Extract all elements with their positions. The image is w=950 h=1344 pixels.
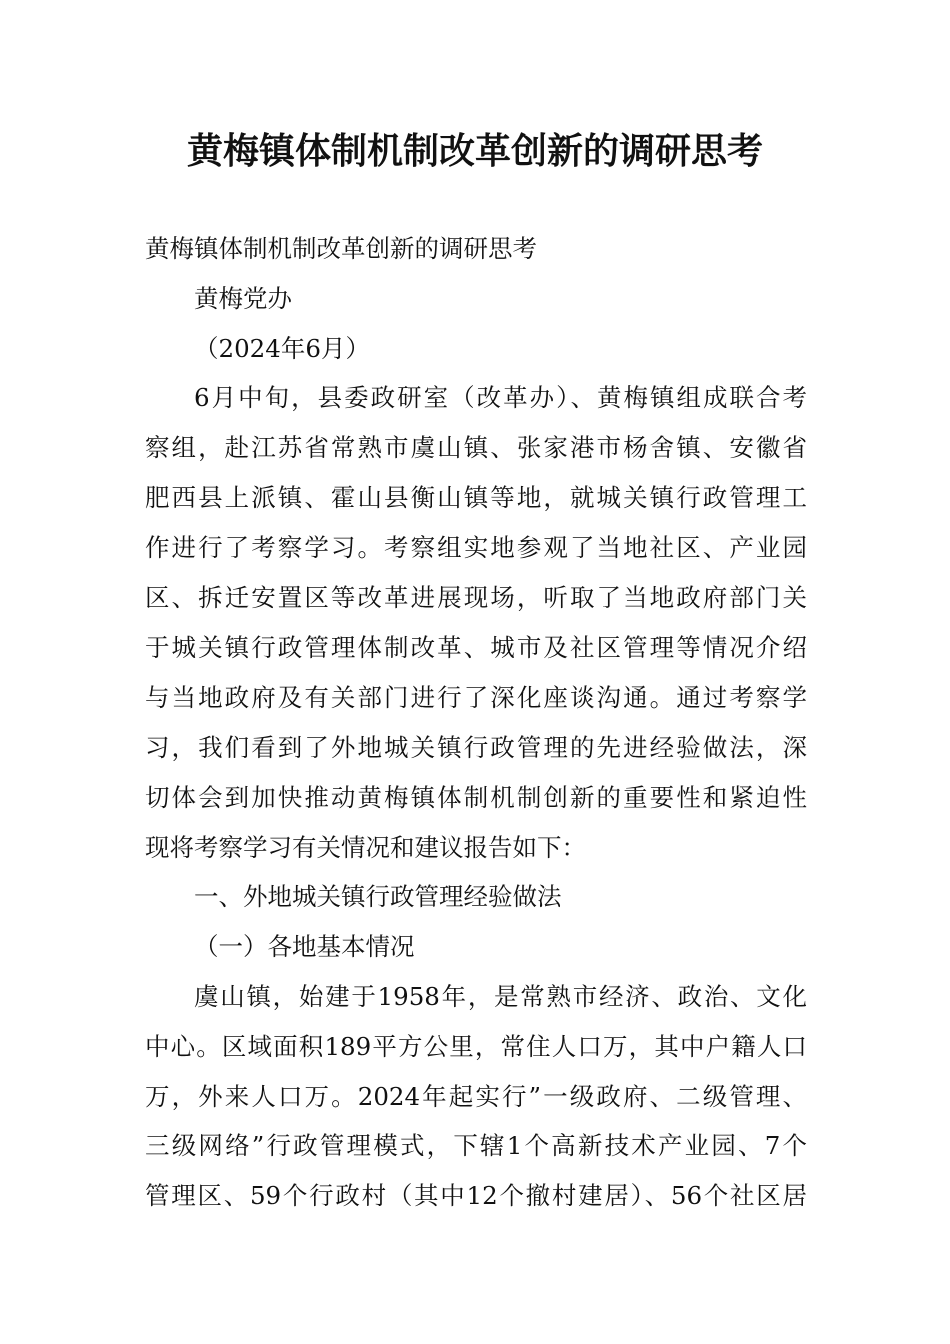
paragraph-line: 与当地政府及有关部门进行了深化座谈沟通。通过考察学 xyxy=(145,683,807,712)
date-line: （2024年6月） xyxy=(194,334,370,363)
paragraph-line: 管理区、59个行政村（其中12个撤村建居）、56个社区居 xyxy=(145,1181,807,1210)
paragraph-line: 虞山镇，始建于1958年，是常熟市经济、政治、文化 xyxy=(194,982,807,1011)
paragraph-line: 作进行了考察学习。考察组实地参观了当地社区、产业园 xyxy=(145,533,807,562)
document-title: 黄梅镇体制机制改革创新的调研思考 xyxy=(186,131,763,172)
paragraph-line: 切体会到加快推动黄梅镇体制机制创新的重要性和紧迫性 xyxy=(145,783,807,812)
paragraph-line: 现将考察学习有关情况和建议报告如下： xyxy=(145,833,586,862)
author-line: 黄梅党办 xyxy=(194,284,292,313)
paragraph-line: 中心。区域面积189平方公里，常住人口万，其中户籍人口 xyxy=(145,1032,807,1061)
section-heading: 一、外地城关镇行政管理经验做法 xyxy=(194,882,562,911)
paragraph-line: 区、拆迁安置区等改革进展现场，听取了当地政府部门关 xyxy=(145,583,807,612)
subtitle-line: 黄梅镇体制机制改革创新的调研思考 xyxy=(145,234,537,263)
paragraph-line: 肥西县上派镇、霍山县衡山镇等地，就城关镇行政管理工 xyxy=(145,483,807,512)
paragraph-line: 于城关镇行政管理体制改革、城市及社区管理等情况介绍 xyxy=(145,633,807,662)
paragraph-line: 6月中旬，县委政研室（改革办）、黄梅镇组成联合考 xyxy=(194,383,807,412)
paragraph-line: 察组，赴江苏省常熟市虞山镇、张家港市杨舍镇、安徽省 xyxy=(145,433,807,462)
paragraph-line: 三级网络”行政管理模式，下辖1个高新技术产业园、7个 xyxy=(145,1131,807,1160)
subsection-heading: （一）各地基本情况 xyxy=(194,932,415,961)
paragraph-line: 万，外来人口万。2024年起实行”一级政府、二级管理、 xyxy=(145,1082,807,1111)
paragraph-line: 习，我们看到了外地城关镇行政管理的先进经验做法，深 xyxy=(145,733,807,762)
